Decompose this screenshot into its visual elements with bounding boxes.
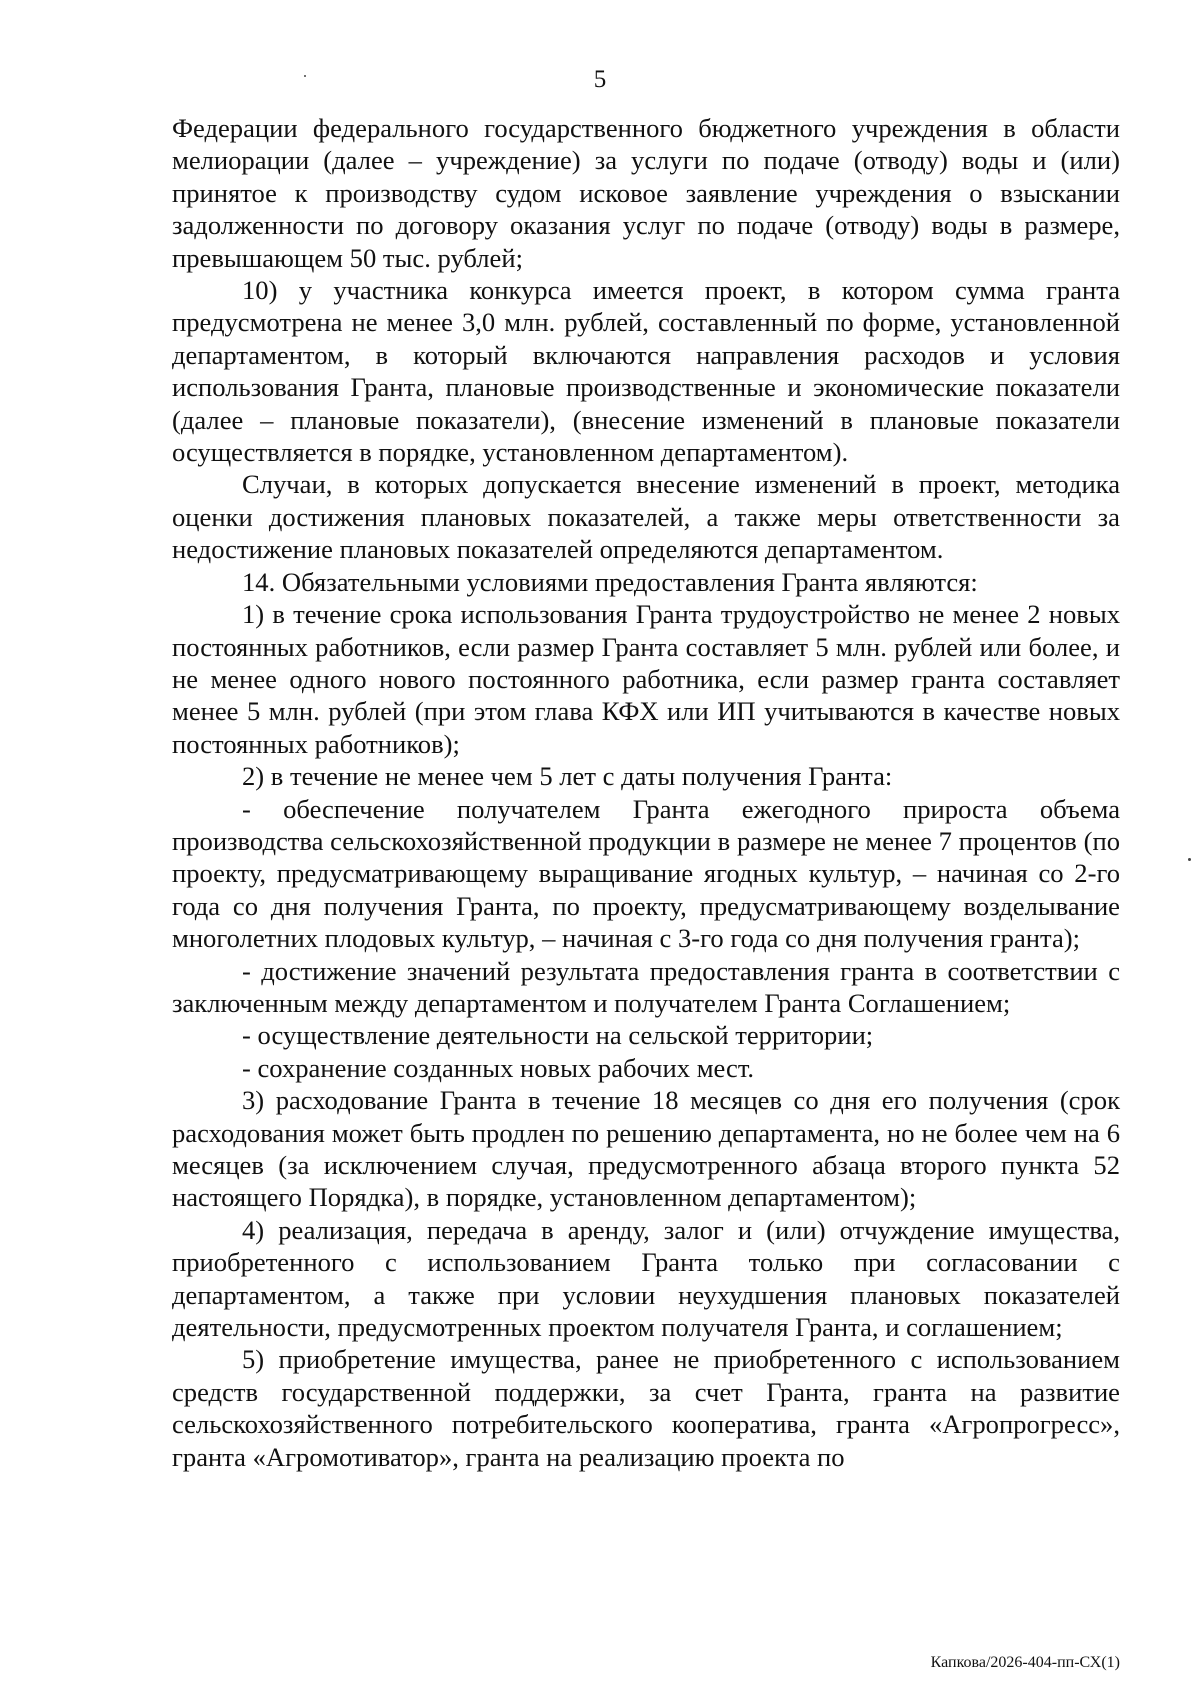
scan-speck — [304, 75, 306, 77]
paragraph: Случаи, в которых допускается внесение изменений в проект, методика оценки достижения плановых показателей, а также меры ответственности за недостижение плановых показателей определяются департаментом. — [172, 469, 1120, 565]
paragraph: 1) в течение срока использования Гранта трудоустройство не менее 2 новых постоянных работников, если размер Гранта составляет 5 млн. рублей или более, и не менее одного нового постоянного работника, если размер гранта составляет менее 5 млн. рублей (при этом глава КФХ или ИП учитываются в качестве новых постоянных работников); — [172, 599, 1120, 759]
document-body — [172, 112, 1120, 1473]
paragraph: 10) у участника конкурса имеется проект, в котором сумма гранта предусмотрена не менее 3,0 млн. рублей, составленный по форме, установленной департаментом, в который включаются направления расходов и условия использования Гранта, плановые производственные и экономические показатели (далее – плановые показатели), (внесение изменений в плановые показатели осуществляется в порядке, установленном департаментом). — [172, 275, 1120, 468]
document-reference: Капкова/2026-404-пп-СХ(1) — [930, 1654, 1120, 1671]
paragraph: Федерации федерального государственного бюджетного учреждения в области мелиорации (далее – учреждение) за услуги по подаче (отводу) воды и (или) принятое к производству судом исковое заявление учреждения о взыскании задолженности по договору оказания услуг по подаче (отводу) воды в размере, превышающем 50 тыс. рублей; — [172, 113, 1120, 273]
paragraph: 5) приобретение имущества, ранее не приобретенного с использованием средств государственной поддержки, за счет Гранта, гранта на развитие сельскохозяйственного потребительского кооператива, гранта «Агропрогресс», гранта «Агромотиватор», гранта на реализацию проекта по — [172, 1344, 1120, 1472]
scan-speck — [1188, 858, 1191, 861]
paragraph: 2) в течение не менее чем 5 лет с даты получения Гранта: — [242, 761, 893, 792]
paragraph: - осуществление деятельности на сельской территории; — [242, 1020, 874, 1051]
paragraph: - обеспечение получателем Гранта ежегодного прироста объема производства сельскохозяйственной продукции в размере не менее 7 процентов (по проекту, предусматривающему выращивание ягодных культур, – начиная со 2-го года со дня получения Гранта, по проекту, предусматривающему возделывание многолетних плодовых культур, – начиная с 3-го года со дня получения гранта); — [172, 793, 1120, 954]
paragraph: 3) расходование Гранта в течение 18 месяцев со дня его получения (срок расходования может быть продлен по решению департамента, но не более чем на 6 месяцев (за исключением случая, предусмотренного абзаца второго пункта 52 настоящего Порядка), в порядке, установленном департаментом); — [172, 1085, 1120, 1213]
page-number: 5 — [593, 66, 607, 93]
paragraph: 4) реализация, передача в аренду, залог и (или) отчуждение имущества, приобретенного с использованием Гранта только при согласовании с департаментом, а также при условии неухудшения плановых показателей деятельности, предусмотренных проектом получателя Гранта, и соглашением; — [172, 1214, 1120, 1343]
paragraph: - достижение значений результата предоставления гранта в соответствии с заключенным между департаментом и получателем Гранта Соглашением; — [172, 955, 1120, 1018]
paragraph: 14. Обязательными условиями предоставления Гранта являются: — [242, 566, 978, 597]
paragraph: - сохранение созданных новых рабочих мест. — [242, 1052, 755, 1083]
